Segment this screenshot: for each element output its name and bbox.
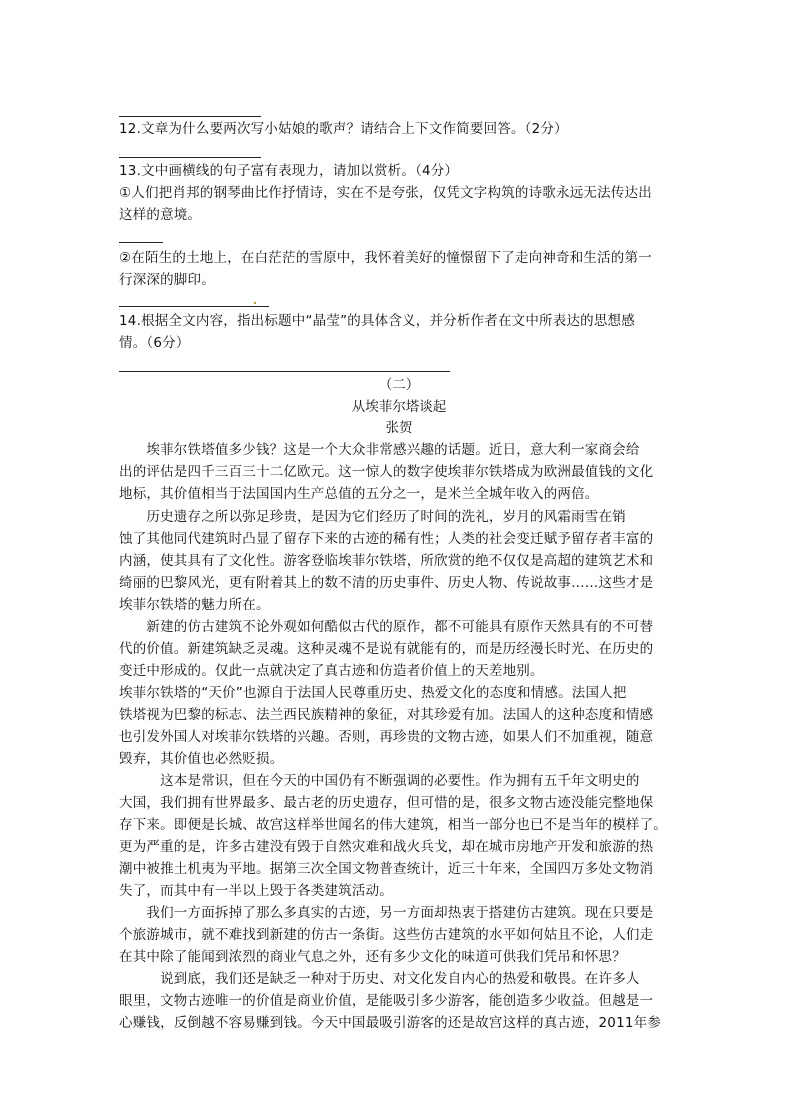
question-13-sentence-1: ①人们把肖邦的钢琴曲比作抒情诗，实在不是夸张，仅凭文字构筑的诗歌永远无法传达出	[119, 185, 652, 201]
body-line: 埃菲尔铁塔的魅力所在。	[119, 597, 270, 613]
body-line: 说到底，我们还是缺乏一种对于历史、对文化发自内心的热爱和敬畏。在许多人	[119, 971, 640, 987]
body-line: 失了，而其中有一半以上毁于各类建筑活动。	[119, 883, 393, 899]
body-line: 内涵，使其具有了文化性。游客登临埃菲尔铁塔，所欣赏的绝不仅仅是高超的建筑艺术和	[119, 553, 654, 569]
question-13-sentence-1-cont: 这样的意境。	[119, 207, 202, 223]
body-line: 代的价值。新建筑缺乏灵魂。这种灵魂不是说有就能有的，而是历经漫长时光、在历史的	[119, 641, 654, 657]
answer-line	[119, 116, 261, 117]
section-number: （二）	[378, 377, 420, 393]
answer-line	[119, 371, 450, 372]
answer-line	[119, 157, 261, 158]
question-13: 13.文中画横线的句子富有表现力，请加以赏析。（4分）	[119, 163, 459, 179]
body-line: 存下来。即便是长城、故宫这样举世闻名的伟大建筑，相当一部分也已不是当年的模样了。	[119, 817, 667, 833]
body-line: 绮丽的巴黎风光，更有附着其上的数不清的历史事件、历史人物、传说故事……这些才是	[119, 575, 654, 591]
body-line: 更为严重的是，许多古建没有毁于自然灾难和战火兵戈，却在城市房地产开发和旅游的热	[119, 839, 654, 855]
body-line: 埃菲尔铁塔值多少钱？这是一个大众非常感兴趣的话题。近日，意大利一家商会给	[119, 442, 640, 458]
body-line: 心赚钱，反倒越不容易赚到钱。今天中国最吸引游客的还是故宫这样的真古迹，2011年参	[119, 1015, 662, 1031]
body-line: 个旅游城市，就不难找到新建的仿古一条街。这些仿古建筑的水平如何姑且不论，人们走	[119, 927, 654, 943]
body-line: 这本是常识，但在今天的中国仍有不断强调的必要性。作为拥有五千年文明史的	[119, 773, 640, 789]
body-line: 眼里，文物古迹唯一的价值是商业价值，是能吸引多少游客，能创造多少收益。但越是一	[119, 993, 654, 1009]
body-line: 潮中被推土机夷为平地。据第三次全国文物普查统计，近三十年来，全国四万多处文物消	[119, 861, 654, 877]
question-14-cont: 情。（6分）	[119, 335, 190, 351]
body-line: 新建的仿古建筑不论外观如何酷似古代的原作，都不可能具有原作天然具有的不可替	[119, 619, 654, 635]
body-line: 毁弃，其价值也必然贬损。	[119, 751, 284, 767]
body-line: 埃菲尔铁塔的“天价”也源自于法国人民尊重历史、热爱文化的态度和情感。法国人把	[119, 685, 627, 701]
body-line: 地标，其价值相当于法国国内生产总值的五分之一，是米兰全城年收入的两倍。	[119, 486, 599, 502]
article-author: 张贺	[385, 420, 413, 436]
question-13-sentence-2-cont: 行深深的脚印。	[119, 272, 215, 288]
body-line: 历史遗存之所以弥足珍贵，是因为它们经历了时间的洗礼，岁月的风霜雨雪在销	[119, 509, 626, 525]
body-line: 铁塔视为巴黎的标志、法兰西民族精神的象征，对其珍爱有加。法国人的这种态度和情感	[119, 707, 654, 723]
body-line: 在其中除了能闻到浓烈的商业气息之外，还有多少文化的味道可供我们凭吊和怀思？	[119, 949, 626, 965]
question-12: 12.文章为什么要两次写小姑娘的歌声？请结合上下文作简要回答。（2分）	[119, 121, 568, 137]
body-line: 蚀了其他同代建筑时凸显了留存下来的古迹的稀有性；人类的社会变迁赋予留存者丰富的	[119, 531, 654, 547]
body-line: 也引发外国人对埃菲尔铁塔的兴趣。否则，再珍贵的文物古迹，如果人们不加重视，随意	[119, 729, 654, 745]
body-line: 大国，我们拥有世界最多、最古老的历史遗存，但可惜的是，很多文物古迹没能完整地保	[119, 795, 654, 811]
article-title: 从埃菲尔塔谈起	[351, 399, 447, 415]
body-line: 出的评估是四千三百三十二亿欧元。这一惊人的数字使埃菲尔铁塔成为欧洲最值钱的文化	[119, 464, 654, 480]
answer-line	[119, 306, 269, 307]
question-14: 14.根据全文内容，指出标题中“晶莹”的具体含义，并分析作者在文中所表达的思想感	[119, 313, 635, 329]
answer-line	[119, 242, 163, 243]
stray-mark	[254, 302, 256, 304]
body-line: 变迁中形成的。仅此一点就决定了真古迹和仿造者价值上的天差地别。	[119, 663, 544, 679]
question-13-sentence-2: ②在陌生的土地上，在白茫茫的雪原中，我怀着美好的憧憬留下了走向神奇和生活的第一	[119, 250, 652, 266]
body-line: 我们一方面拆掉了那么多真实的古迹，另一方面却热衷于搭建仿古建筑。现在只要是	[119, 905, 654, 921]
